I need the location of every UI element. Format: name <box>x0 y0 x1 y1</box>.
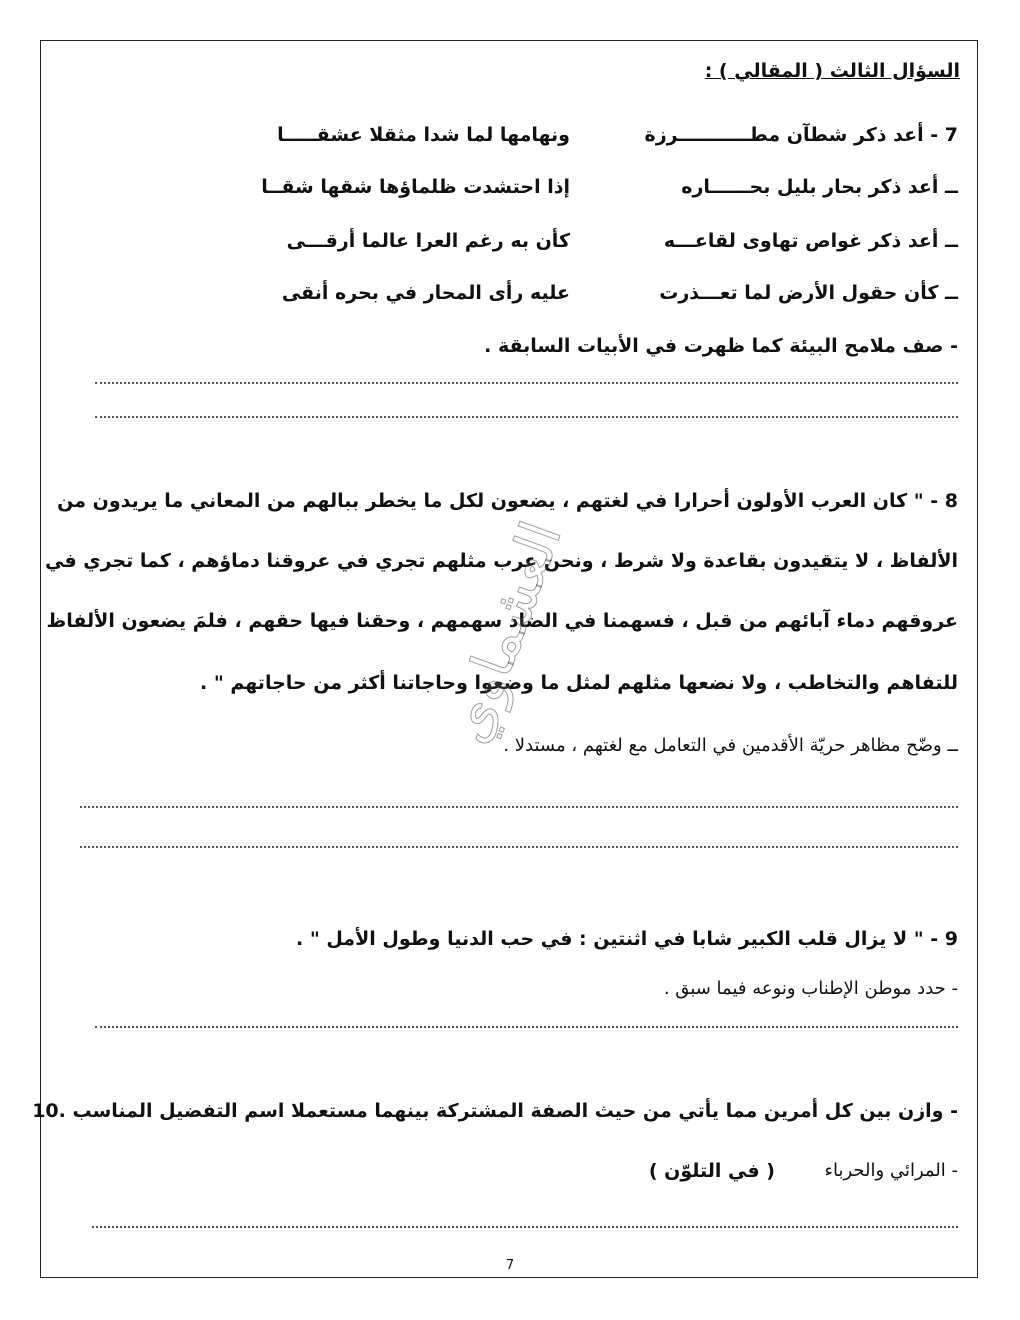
q10-instruction: - وازن بين كل أمرين مما يأتي من حيث الصفة المشتركة بينهما مستعملا اسم التفضيل المناسب .10 <box>32 1100 958 1122</box>
q10-item-label: - المرائي والحرباء <box>824 1160 958 1181</box>
q7-task: - صف ملامح البيئة كما ظهرت في الأبيات السابقة . <box>484 335 958 357</box>
verse-2-first-hemistich: ــ أعد ذكر بحار بليل بحــــــاره <box>681 176 958 198</box>
answer-line[interactable] <box>95 1026 958 1028</box>
verse-2-second-hemistich: إذا احتشدت ظلماؤها شقها شقــا <box>261 176 570 198</box>
verse-1-first-hemistich: 7 - أعد ذكر شطآن مطـــــــــــرزة <box>644 124 958 146</box>
verse-4-first-hemistich: ــ كأن حقول الأرض لما تعـــذرت <box>659 282 958 304</box>
section-heading: السؤال الثالث ( المقالي ) : <box>704 60 960 82</box>
page-number: 7 <box>505 1258 515 1273</box>
answer-line[interactable] <box>92 1226 958 1228</box>
answer-line[interactable] <box>95 382 958 384</box>
verse-1-second-hemistich: ونهامها لما شدا مثقلا عشقـــــا <box>277 124 570 146</box>
watermark: العشماوي <box>435 513 575 752</box>
verse-4-second-hemistich: عليه رأى المحار في بحره أنقى <box>281 282 570 304</box>
q9-task: - حدد موطن الإطناب ونوعه فيما سبق . <box>663 978 958 999</box>
q8-paragraph-line-4: للتفاهم والتخاطب ، ولا نضعها مثلهم لمثل ما وضعوا وحاجاتنا أكثر من حاجاتهم " . <box>200 672 958 694</box>
q10-item-hint: ( في التلوّن ) <box>648 1160 775 1182</box>
q8-paragraph-line-3: عروقهم دماء آبائهم من قبل ، فسهمنا في الضاد سهمهم ، وحقنا فيها حقهم ، فلمَ يضعون الألفاظ <box>46 610 958 632</box>
verse-3-second-hemistich: كأن به رغم العرا عالما أرقـــى <box>286 230 570 252</box>
verse-3-first-hemistich: ــ أعد ذكر غواص تهاوى لقاعـــه <box>663 230 958 252</box>
q9-quote: 9 - " لا يزال قلب الكبير شابا في اثنتين : في حب الدنيا وطول الأمل " . <box>296 928 958 950</box>
q8-paragraph-line-1: 8 - " كان العرب الأولون أحرارا في لغتهم ، يضعون لكل ما يخطر ببالهم من المعاني ما يريدون من <box>57 490 958 512</box>
answer-line[interactable] <box>80 806 958 808</box>
answer-line[interactable] <box>95 416 958 418</box>
q8-paragraph-line-2: الألفاظ ، لا يتقيدون بقاعدة ولا شرط ، ونحن عرب مثلهم تجري في عروقنا دماؤهم ، كما تجري في <box>44 550 958 572</box>
q8-task: ــ وضّح مظاهر حريّة الأقدمين في التعامل مع لغتهم ، مستدلا . <box>503 735 958 756</box>
answer-line[interactable] <box>80 846 958 848</box>
